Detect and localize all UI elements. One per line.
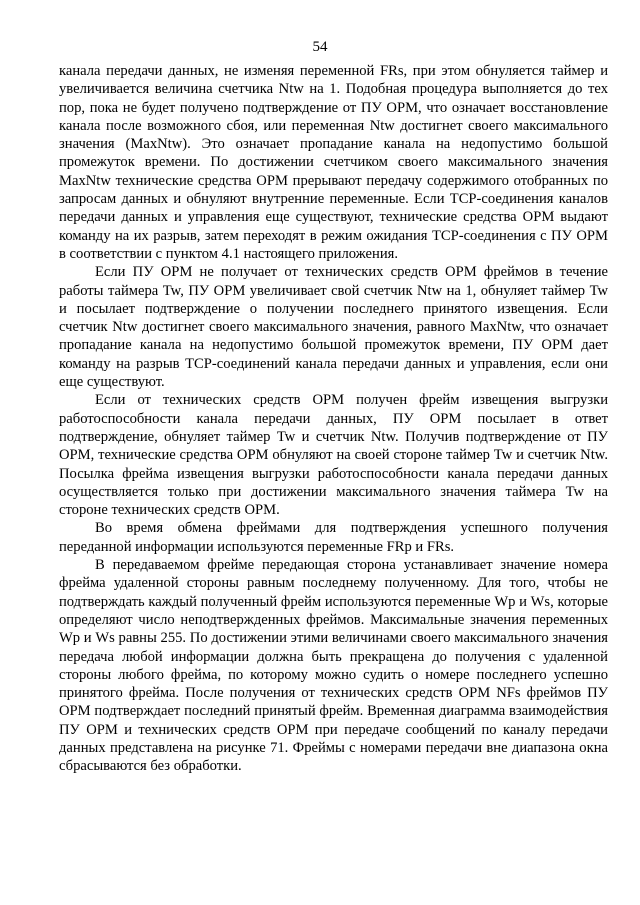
paragraph: Во время обмена фреймами для подтверждения успешного получения переданной информации используются переменные FRp и FRs. [59, 520, 608, 555]
paragraph-continuation: канала передачи данных, не изменяя переменной FRs, при этом обнуляется таймер и увеличивается величина счетчика Ntw на 1. Подобная процедура выполняется до тех пор, пока не будет получено подтверждение от ПУ ОРМ, что означает восстановление канала после возможного сбоя, или переменная Ntw достигнет своего максимального значения (MaxNtw). Это означает пропадание канала на недопустимо большой промежуток времени. По достижении счетчиком своего максимального значения MaxNtw технические средства ОРМ прерывают передачу содержимого отобранных по запросам данных и обнуляют внутренние переменные. Если TCP-соединения каналов передачи данных и управления еще существуют, технические средства ОРМ выдают команду на их разрыв, затем переходят в режим ожидания TCP-соединения с ПУ ОРМ в соответствии с пунктом 4.1 настоящего приложения. [59, 63, 608, 262]
paragraph: Если от технических средств ОРМ получен фрейм извещения выгрузки работоспособности канала передачи данных, ПУ ОРМ посылает в ответ подтверждение, обнуляет таймер Tw и счетчик Ntw. Получив подтверждение от ПУ ОРМ, технические средства ОРМ обнуляют на своей стороне таймер Tw и счетчик Ntw. Посылка фрейма извещения выгрузки работоспособности канала передачи данных осуществляется только при достижении максимального значения таймера Tw на стороне технических средств ОРМ. [59, 392, 608, 519]
body-text [59, 62, 608, 776]
paragraph: Если ПУ ОРМ не получает от технических средств ОРМ фреймов в течение работы таймера Tw, ПУ ОРМ увеличивает свой счетчик Ntw на 1, обнуляет таймер Tw и посылает подтверждение о получении последнего принятого извещения. Если счетчик Ntw достигнет своего максимального значения, равного MaxNtw, что означает пропадание канала на недопустимо большой промежуток времени, ПУ ОРМ дает команду на разрыв TCP-соединений канала передачи данных и управления, если они еще существуют. [59, 264, 608, 391]
page-number: 54 [312, 39, 328, 55]
paragraph: В передаваемом фрейме передающая сторона устанавливает значение номера фрейма удаленной стороны равным последнему полученному. Для того, чтобы не подтверждать каждый полученный фрейм используются переменные Wp и Ws, которые определяют число неподтвержденных фреймов. Максимальные значения переменных Wp и Ws равны 255. По достижении этими величинами своего максимального значения передача любой информации должна быть прекращена до получения с удаленной стороны любого фрейма, по которому можно судить о номере последнего успешно принятого фрейма. После получения от технических средств ОРМ NFs фреймов ПУ ОРМ подтверждает последний принятый фрейм. Временная диаграмма взаимодействия ПУ ОРМ и технических средств ОРМ при передаче сообщений по каналу передачи данных представлена на рисунке 71. Фреймы с номерами передачи вне диапазона окна сбрасываются без обработки. [59, 557, 608, 775]
